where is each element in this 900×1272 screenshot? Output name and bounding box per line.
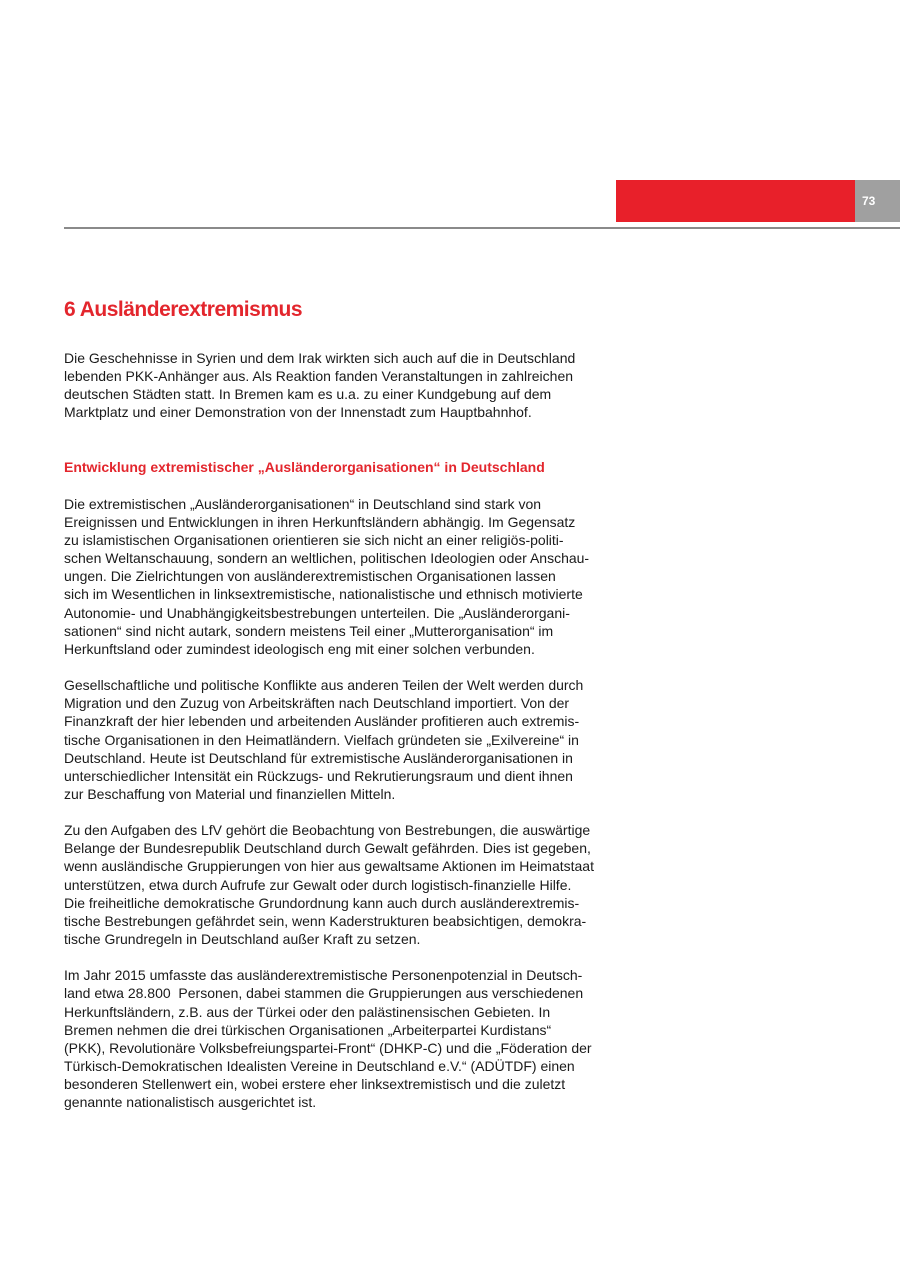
- body-paragraph-3: [64, 821, 616, 948]
- text-line: unterstützen, etwa durch Aufrufe zur Gewalt oder durch logistisch-finanzielle Hilfe.: [64, 876, 572, 893]
- text-line: zu islamistischen Organisationen orientieren sie sich nicht an einer religiös-politi-: [64, 531, 564, 548]
- text-line: Türkisch-Demokratischen Idealisten Vereine in Deutschland e.V.“ (ADÜTDF) einen: [64, 1058, 575, 1074]
- text-line: Marktplatz und einer Demonstration von der Innenstadt zum Hauptbahnhof.: [64, 404, 532, 421]
- text-line: Deutschland. Heute ist Deutschland für extremistische Ausländerorganisationen in: [64, 749, 573, 766]
- text-line: Autonomie- und Unabhängigkeitsbestrebungen unterteilen. Die „Ausländerorgani-: [64, 604, 570, 621]
- text-line: Migration und den Zuzug von Arbeitskräften nach Deutschland importiert. Von der: [64, 695, 570, 712]
- text-line: Herkunftsland oder zumindest ideologisch eng mit einer solchen verbunden.: [64, 640, 535, 657]
- text-line: unterschiedlicher Intensität ein Rückzugs- und Rekrutierungsraum und dient ihnen: [64, 767, 573, 784]
- text-line: Belange der Bundesrepublik Deutschland durch Gewalt gefährden. Dies ist gegeben,: [64, 840, 591, 857]
- text-line: zur Beschaffung von Material und finanziellen Mitteln.: [64, 785, 396, 802]
- text-line: besonderen Stellenwert ein, wobei erstere eher linksextremistisch und die zuletzt: [64, 1076, 566, 1093]
- text-line: Finanzkraft der hier lebenden und arbeitenden Ausländer profitieren auch extremis-: [64, 713, 580, 730]
- text-line: land etwa 28.800 Personen, dabei stammen die Gruppierungen aus verschiedenen: [64, 985, 584, 1002]
- body-paragraph-1: [64, 495, 616, 658]
- page-number: 73: [855, 180, 900, 222]
- text-line: lebenden PKK-Anhänger aus. Als Reaktion fanden Veranstaltungen in zahlreichen: [64, 368, 574, 385]
- text-line: Die freiheitliche demokratische Grundordnung kann auch durch ausländerextremis-: [64, 894, 580, 911]
- text-line: Im Jahr 2015 umfasste das ausländerextremistische Personenpotenzial in Deutsch-: [64, 967, 583, 984]
- text-line: Herkunftsländern, z.B. aus der Türkei oder den palästinensischen Gebieten. In: [64, 1003, 551, 1020]
- header-accent-bar: [616, 180, 855, 222]
- intro-paragraph: [64, 349, 616, 422]
- body-paragraph-4: [64, 966, 616, 1111]
- text-line: tische Organisationen in den Heimatländern. Vielfach gründeten sie „Exilvereine“ in: [64, 731, 579, 748]
- text-line: Bremen nehmen die drei türkischen Organisationen „Arbeiterpartei Kurdistans“: [64, 1021, 552, 1038]
- text-line: sich im Wesentlichen in linksextremistische, nationalistische und ethnisch motivierte: [64, 586, 583, 603]
- text-line: Die Geschehnisse in Syrien und dem Irak wirkten sich auch auf die in Deutschland: [64, 350, 576, 366]
- chapter-title: 6 Ausländerextremismus: [64, 298, 302, 321]
- text-line: schen Weltanschauung, sondern an weltlichen, politischen Ideologien oder Anschau-: [64, 550, 590, 567]
- text-line: Die extremistischen „Ausländerorganisationen“ in Deutschland sind stark von: [64, 495, 542, 512]
- text-line: Ereignissen und Entwicklungen in ihren Herkunftsländern abhängig. Im Gegensatz: [64, 513, 576, 530]
- text-line: sationen“ sind nicht autark, sondern meistens Teil einer „Mutterorganisation“ im: [64, 622, 554, 639]
- page-content: [64, 296, 616, 1111]
- text-line: (PKK), Revolutionäre Volksbefreiungspartei-Front“ (DHKP-C) und die „Föderation der: [64, 1039, 592, 1056]
- text-line: tische Bestrebungen gefährdet sein, wenn Kaderstrukturen beabsichtigen, demokra-: [64, 912, 587, 929]
- section-heading: Entwicklung extremistischer „Ausländerorganisationen“ in Deutschland: [64, 458, 545, 475]
- body-paragraph-2: [64, 676, 616, 803]
- text-line: wenn ausländische Gruppierungen von hier aus gewaltsame Aktionen im Heimatstaat: [64, 858, 594, 875]
- text-line: tische Grundregeln in Deutschland außer Kraft zu setzen.: [64, 931, 421, 948]
- header-divider: [64, 227, 900, 229]
- text-line: deutschen Städten statt. In Bremen kam es u.a. zu einer Kundgebung auf dem: [64, 386, 552, 403]
- text-line: Zu den Aufgaben des LfV gehört die Beobachtung von Bestrebungen, die auswärtige: [64, 822, 591, 839]
- text-line: genannte nationalistisch ausgerichtet ist.: [64, 1094, 317, 1111]
- text-line: Gesellschaftliche und politische Konflikte aus anderen Teilen der Welt werden durch: [64, 677, 584, 694]
- text-line: ungen. Die Zielrichtungen von ausländerextremistischen Organisationen lassen: [64, 568, 556, 585]
